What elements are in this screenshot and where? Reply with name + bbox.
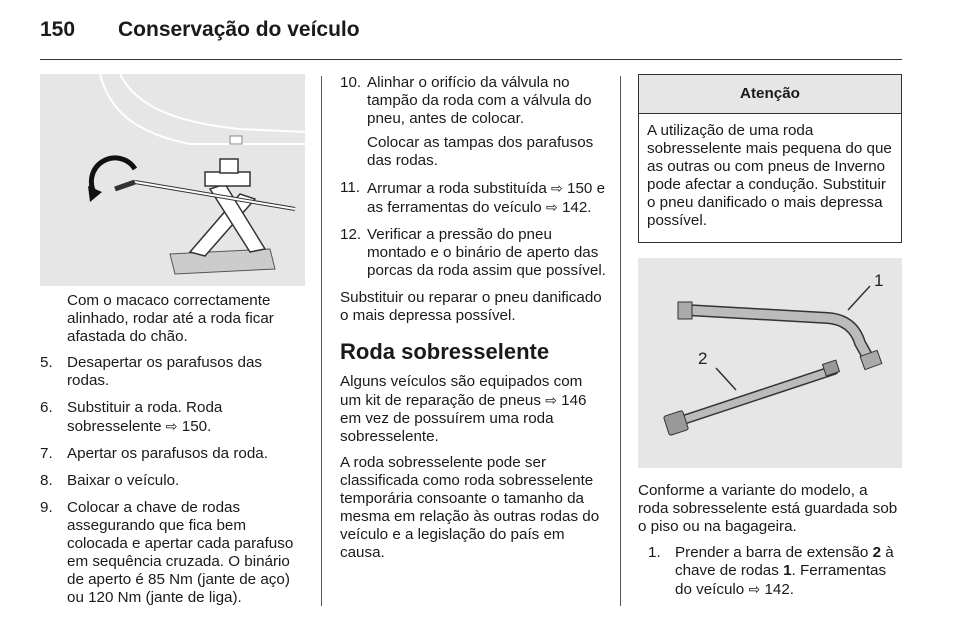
- list-item: 6. Substituir a roda. Roda sobresselente ⇨ 150.: [40, 399, 223, 435]
- section-heading: Roda sobresselente: [340, 339, 550, 364]
- steps-list-2: [340, 74, 606, 280]
- paragraph: A roda sobresselente pode ser classificada como roda sobresselente temporária consoante o tamanho da mesma em relação às outras rodas do veículo e a legislação do país em causa.: [340, 454, 600, 561]
- ref-arrow-icon: ⇨: [545, 392, 557, 408]
- ref-arrow-icon: ⇨: [551, 180, 563, 196]
- header-rule: [40, 59, 902, 60]
- page-title: Conservação do veículo: [118, 18, 360, 41]
- steps-list-3: [648, 544, 902, 599]
- list-item: 5. Desapertar os parafusos das rodas.: [40, 354, 263, 389]
- ref-arrow-icon: ⇨: [545, 199, 558, 215]
- figure-label: 1: [874, 271, 884, 290]
- warning-box: [638, 74, 902, 243]
- car-jack-drawing: [40, 74, 305, 286]
- tools-illustration: [638, 258, 902, 468]
- figure-label: 2: [698, 349, 708, 368]
- jack-illustration: [40, 74, 305, 286]
- column-divider: [620, 76, 621, 606]
- paragraph: Substituir ou reparar o pneu danificado o mais depressa possível.: [340, 289, 602, 324]
- wheel-wrench-drawing: [638, 258, 902, 468]
- jack-caption: Com o macaco correctamente alinhado, rodar até a roda ficar afastada do chão.: [67, 292, 274, 345]
- page-number: 150: [40, 18, 76, 41]
- list-item: 8. Baixar o veículo.: [40, 472, 180, 489]
- list-item: 11. Arrumar a roda substituída ⇨ 150 e as ferramentas do veículo ⇨ 142.: [340, 179, 606, 216]
- warning-text: A utilização de uma roda sobresselente mais pequena do que as outras ou com pneus de Inverno pode afectar a condução. Substituir o pneu danificado o mais depressa possível.: [647, 122, 892, 229]
- ref-arrow-icon: ⇨: [165, 418, 178, 434]
- list-item: 10. Alinhar o orifício da válvula no tampão da roda com a válvula do pneu, antes de colocar. Colocar as tampas dos parafusos das rodas.: [340, 74, 594, 169]
- list-item: 12. Verificar a pressão do pneu montado e o binário de aperto das porcas da roda assim que possível.: [340, 226, 606, 279]
- list-item: 7. Apertar os parafusos da roda.: [40, 445, 268, 462]
- column-2: [340, 74, 606, 570]
- warning-title: Atenção: [639, 75, 901, 114]
- ref-arrow-icon: ⇨: [748, 581, 761, 597]
- column-3: [638, 74, 902, 608]
- list-item: 9. Colocar a chave de rodas assegurando que fica bem colocada e apertar cada parafuso em sequência cruzada. O binário de aperto é 85 Nm (jante de aço) ou 120 Nm (jante de liga).: [40, 499, 294, 606]
- paragraph: Conforme a variante do modelo, a roda sobresselente está guardada sob o piso ou na bagageira.: [638, 482, 898, 535]
- paragraph: Alguns veículos são equipados com um kit de reparação de pneus ⇨ 146 em vez de possuírem uma roda sobresselente.: [340, 373, 587, 445]
- column-divider: [321, 76, 322, 606]
- column-1: [40, 74, 305, 616]
- steps-list-1: [40, 354, 305, 607]
- list-item: 1. Prender a barra de extensão 2 à chave de rodas 1. Ferramentas do veículo ⇨ 142.: [648, 544, 894, 598]
